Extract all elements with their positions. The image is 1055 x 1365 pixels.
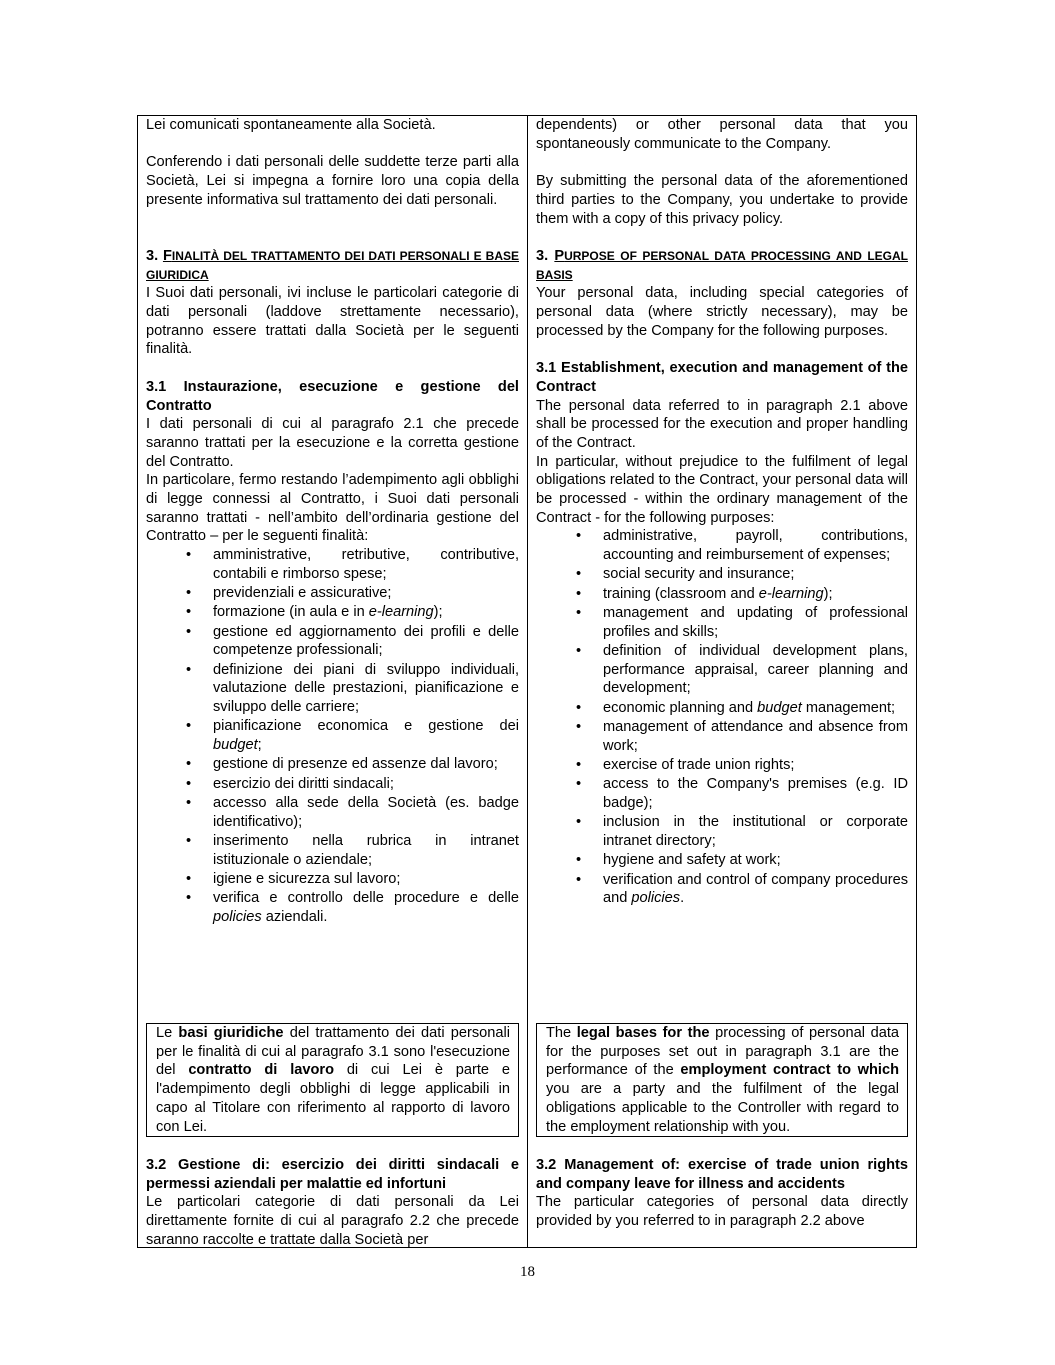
list-item: • previdenziali e assicurative; (186, 585, 392, 602)
list-item: • economic planning and budget management; (576, 699, 896, 716)
section-3-1-paragraph-1: I dati personali di cui al paragrafo 2.1 che precede saranno trattati per la esecuzione e la corretta gestione del Contratto. (146, 416, 519, 470)
list-item: • accesso alla sede della Società (es. badge identificativo); (186, 795, 519, 830)
purposes-list (146, 546, 519, 927)
section-3-2-heading: 3.2 Gestione di: esercizio dei diritti sindacali e permessi aziendali per malattie ed infortuni (146, 1156, 519, 1192)
section-3-1-heading: 3.1 Establishment, execution and management of the Contract (536, 360, 908, 395)
intro-paragraph: Lei comunicati spontaneamente alla Società. (146, 117, 436, 133)
list-item: • access to the Company's premises (e.g. ID badge); (576, 776, 908, 812)
english-bottom-block (536, 1023, 908, 1247)
third-parties-paragraph: By submitting the personal data of the aforementioned third parties to the Company, you undertake to provide them with a copy of this privacy policy. (536, 173, 908, 227)
list-item: • igiene e sicurezza sul lavoro; (186, 871, 401, 888)
list-item: • verifica e controllo delle procedure e delle policies aziendali. (186, 890, 519, 926)
intro-paragraph: dependents) or other personal data that you spontaneously communicate to the Company. (536, 117, 908, 152)
list-item: • administrative, payroll, contributions, accounting and reimbursement of expenses; (576, 528, 908, 564)
section-3-heading: 3. PURPOSE OF PERSONAL DATA PROCESSING AND LEGAL BASIS (536, 247, 908, 282)
italian-bottom-block (146, 1023, 519, 1247)
section-3-1-paragraph-2: In particolare, fermo restando l’adempimento agli obblighi di legge connessi al Contratto, i Suoi dati personali saranno trattati - nell’ambito dell’ordinaria gestione del Contratto – per le seguenti finalità: (146, 472, 519, 545)
list-item: • exercise of trade union rights; (576, 757, 795, 774)
section-3-2-heading: 3.2 Management of: exercise of trade union rights and company leave for illness and accidents (536, 1156, 908, 1192)
third-parties-paragraph: Conferendo i dati personali delle suddette terze parti alla Società, Lei si impegna a fornire loro una copia della presente informativa sul trattamento dei dati personali. (146, 154, 519, 208)
section-3-1-heading: 3.1 Instaurazione, esecuzione e gestione del Contratto (146, 378, 519, 414)
list-item: • definition of individual development plans, performance appraisal, career planning and development; (576, 643, 908, 697)
list-item: • definizione dei piani di sviluppo individuali, valutazione delle prestazioni, pianificazione e sviluppo delle carriere; (186, 661, 519, 716)
list-item: • gestione ed aggiornamento dei profili e delle competenze professionali; (186, 623, 519, 659)
section-3-1-paragraph-1: The personal data referred to in paragraph 2.1 above shall be processed for the execution and proper handling of the Contract. (536, 397, 908, 451)
list-item: • training (classroom and e-learning); (576, 585, 833, 602)
section-3-heading: 3. FINALITÀ DEL TRATTAMENTO DEI DATI PERSONALI E BASE GIURIDICA (146, 247, 519, 282)
list-item: • esercizio dei diritti sindacali; (186, 775, 394, 792)
section-3-2-body: Le particolari categorie di dati personali da Lei direttamente fornite di cui al paragrafo 2.2 che precede saranno raccolte e trattate dalla Società per (146, 1194, 519, 1247)
legal-basis-box: The legal bases for the processing of personal data for the purposes set out in paragraph 3.1 are the performance of the employment contract to which you are a party and the fulfilment of the legal obligations applicable to the Controller with regard to the employment relationship with you. (536, 1023, 908, 1137)
list-item: • amministrative, retributive, contributive, contabili e rimborso spese; (186, 547, 519, 582)
list-item: • inclusion in the institutional or corporate intranet directory; (576, 814, 908, 850)
purposes-list (536, 527, 908, 908)
list-item: • gestione di presenze ed assenze dal lavoro; (186, 756, 498, 773)
legal-basis-box: Le basi giuridiche del trattamento dei dati personali per le finalità di cui al paragrafo 3.1 sono l'esecuzione del contratto di lavoro di cui Lei è parte e l'adempimento degli obblighi di legge applicabili in capo al Titolare con riferimento al rapporto di lavoro con Lei. (146, 1023, 519, 1137)
section-3-1-paragraph-2: In particular, without prejudice to the fulfilment of legal obligations related to the Contract, your personal data will be processed - within the ordinary management of the Contract - for the following purposes: (536, 453, 908, 526)
list-item: • inserimento nella rubrica in intranet istituzionale o aziendale; (186, 833, 519, 868)
list-item: • verification and control of company procedures and policies. (576, 871, 908, 907)
page-number: 18 (520, 1264, 535, 1280)
list-item: • formazione (in aula e in e-learning); (186, 604, 443, 621)
column-divider (527, 116, 528, 1247)
list-item: • management and updating of professional profiles and skills; (576, 605, 908, 640)
list-item: • pianificazione economica e gestione dei budget; (186, 718, 519, 754)
list-item: • hygiene and safety at work; (576, 852, 781, 869)
bilingual-table (137, 115, 917, 1248)
section-3-2-body: The particular categories of personal data directly provided by you referred to in paragraph 2.2 above (536, 1194, 908, 1230)
section-3-body: Your personal data, including special categories of personal data (where strictly necessary), may be processed by the Company for the following purposes. (536, 285, 908, 339)
section-3-body: I Suoi dati personali, ivi incluse le particolari categorie di dati personali (laddove strettamente necessario), potranno essere trattati dalla Società per le seguenti finalità. (146, 285, 519, 358)
list-item: • management of attendance and absence from work; (576, 719, 908, 754)
list-item: • social security and insurance; (576, 566, 795, 583)
